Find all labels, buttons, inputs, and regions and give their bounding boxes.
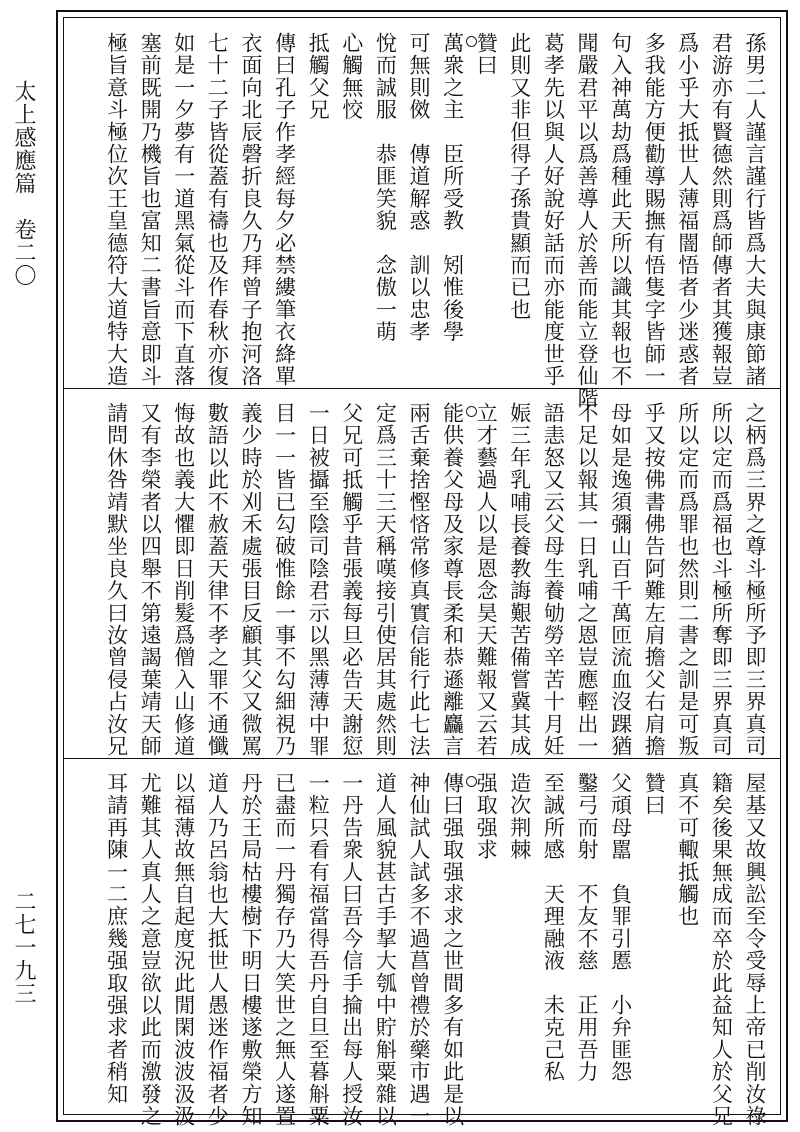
text-column: 義少時於刈禾處張目反顧其父又微罵 [239,402,263,758]
text-column: 可無則傚 傳道解惑 訓以忠孝 [407,32,431,343]
text-column: 父頑母嚚 負罪引慝 小弁匪怨 [608,772,633,1083]
text-column: 衣面向北辰磬折良久乃拜曾子抱河洛 [239,32,263,388]
text-column: 一丹告衆人曰吾今信手掄出每人授汝 [339,772,364,1128]
text-column: 萬衆之主 臣所受教 矧惟後學 [440,32,465,343]
text-column: 抵觸父兄 [306,32,331,121]
text-column: 道人乃呂翁也大抵世人愚迷作福者少 [205,772,230,1128]
text-column: 孫男二人謹言謹行皆爲大夫與康節諸 [743,32,767,388]
circle-mark [466,776,477,787]
text-column: 目一一皆已勾破惟餘一事不勾細視乃 [272,402,297,758]
text-column: 神仙試人試多不過菖曾禮於藥市遇一 [407,772,431,1128]
text-column: 葛孝先以與人好說好話而亦能度世乎 [541,32,566,388]
text-column: 此則又非但得子孫貴顯而已也 [507,32,532,321]
page-frame [56,10,788,1128]
margin-page-number: 二七一九三 [11,890,36,1005]
text-column: 數語以此不赦蓋天律不孝之罪不通懺 [205,402,230,758]
text-panel-bottom [64,758,780,1128]
text-column: 以福薄故無自起度況此閒閑波波汲汲 [171,772,196,1128]
text-column: 贊曰 [474,32,499,77]
margin-book-title: 太上感應篇 卷二〇 [11,80,36,287]
text-column: 心觸無恔 [339,32,364,121]
text-column: 一粒只看有福當得吾丹自旦至暮斛粟 [306,772,331,1128]
text-column: 所以定而爲福也斗極所奪即三界真司 [709,402,734,758]
text-column: 道人風貌甚古手挈大瓠中貯斛粟雜以 [373,772,398,1128]
text-column: 尤難其人真人之意豈欲以此而激發之 [138,772,163,1128]
text-column: 悔故也義大懼即日削髮爲僧入山修道 [171,402,196,758]
text-column: 君游亦有賢德然則爲師傳者其獲報豈 [709,32,734,388]
text-panel-middle [64,388,780,758]
text-column: 丹於王局枯樓樹下明日樓遂敷榮方知 [239,772,263,1128]
text-column: 立才藝過人以是恩念昊天難報又云若 [474,402,499,758]
text-column: 傳曰强取强求求之世間多有如此是以 [440,772,465,1128]
text-column: 句入神萬劫爲種此天所以識其報也不 [608,32,633,388]
text-column: 又有李榮者以四舉不第遠謁葉靖天師 [138,402,163,758]
text-column: 鑿弓而射 不友不慈 正用吾力 [575,772,599,1083]
text-column: 强取强求 [474,772,499,861]
text-column: 多我能方便勸導賜撫有悟隻字皆師一 [642,32,667,388]
text-panel-top [64,18,780,410]
text-column: 兩舌棄捨慳悋常修真實信能行此七法 [407,402,431,758]
text-column: 語恚怒又云父母生養劬勞辛苦十月妊 [541,402,566,758]
text-column: 贊曰 [642,772,667,817]
text-column: 已盡而一丹獨存乃大笑世之無人遂置 [272,772,297,1128]
text-column: 父兄可抵觸乎昔張義每旦必告天謝愆 [339,402,364,758]
text-column: 一日被攝至陰司陰君示以黑薄薄中罪 [306,402,331,758]
text-column: 極旨意斗極位次王皇德符大道特大造 [104,32,129,388]
text-column: 乎又按佛書佛告阿難左肩擔父右肩擔 [642,402,667,758]
text-column: 至誠所感 天理融液 未克己私 [541,772,566,1083]
text-column: 屋基又故興訟至令受辱上帝已削汝祿 [743,772,767,1128]
text-column: 耳請再陳一二庶幾强取强求者稍知 [104,772,129,1105]
text-column: 如是一夕夢有一道黑氣從斗而下直落 [171,32,196,388]
text-column: 所以定而爲罪也然則二書之訓是可叛 [675,402,700,758]
text-column: 爲小乎大抵世人薄福闇悟者少迷惑者 [675,32,700,388]
text-column: 真不可輙抵觸也 [675,772,700,928]
text-column: 娠三年乳哺長養教誨艱苦備嘗冀其成 [507,402,532,758]
text-column: 請問休咎靖默坐良久曰汝曾侵占汝兄 [104,402,129,758]
text-column: 母如是逸須彌山百千萬匝流血沒踝猶 [608,402,633,758]
text-column: 定爲三十三天稱嘆接引使居其處然則 [373,402,398,758]
text-column: 塞前既開乃機旨也富知二書旨意即斗 [138,32,163,388]
text-column: 聞嚴君平以爲善導人於善而能立登仙階 [575,32,599,410]
text-column: 能供養父母及家尊長柔和恭遜離麤言 [440,402,465,758]
text-column: 造次荆棘 [507,772,532,861]
circle-mark [466,36,477,47]
circle-mark [466,406,477,417]
text-column: 籍矣後果無成而卒於此益知人於父兄 [709,772,734,1128]
text-column: 傳曰孔子作孝經每夕必禁縷筆衣絳單 [272,32,297,388]
inner-frame [63,17,781,1128]
text-column: 七十二子皆從蓋有禱也及作春秋亦復 [205,32,230,388]
text-column: 悅而誠服 恭匪笑貌 念傲一萌 [373,32,398,343]
text-column: 不足以報其一日乳哺之恩豈應輕出一 [575,402,599,758]
text-column: 之柄爲三界之尊斗極所予即三界真司 [743,402,767,758]
